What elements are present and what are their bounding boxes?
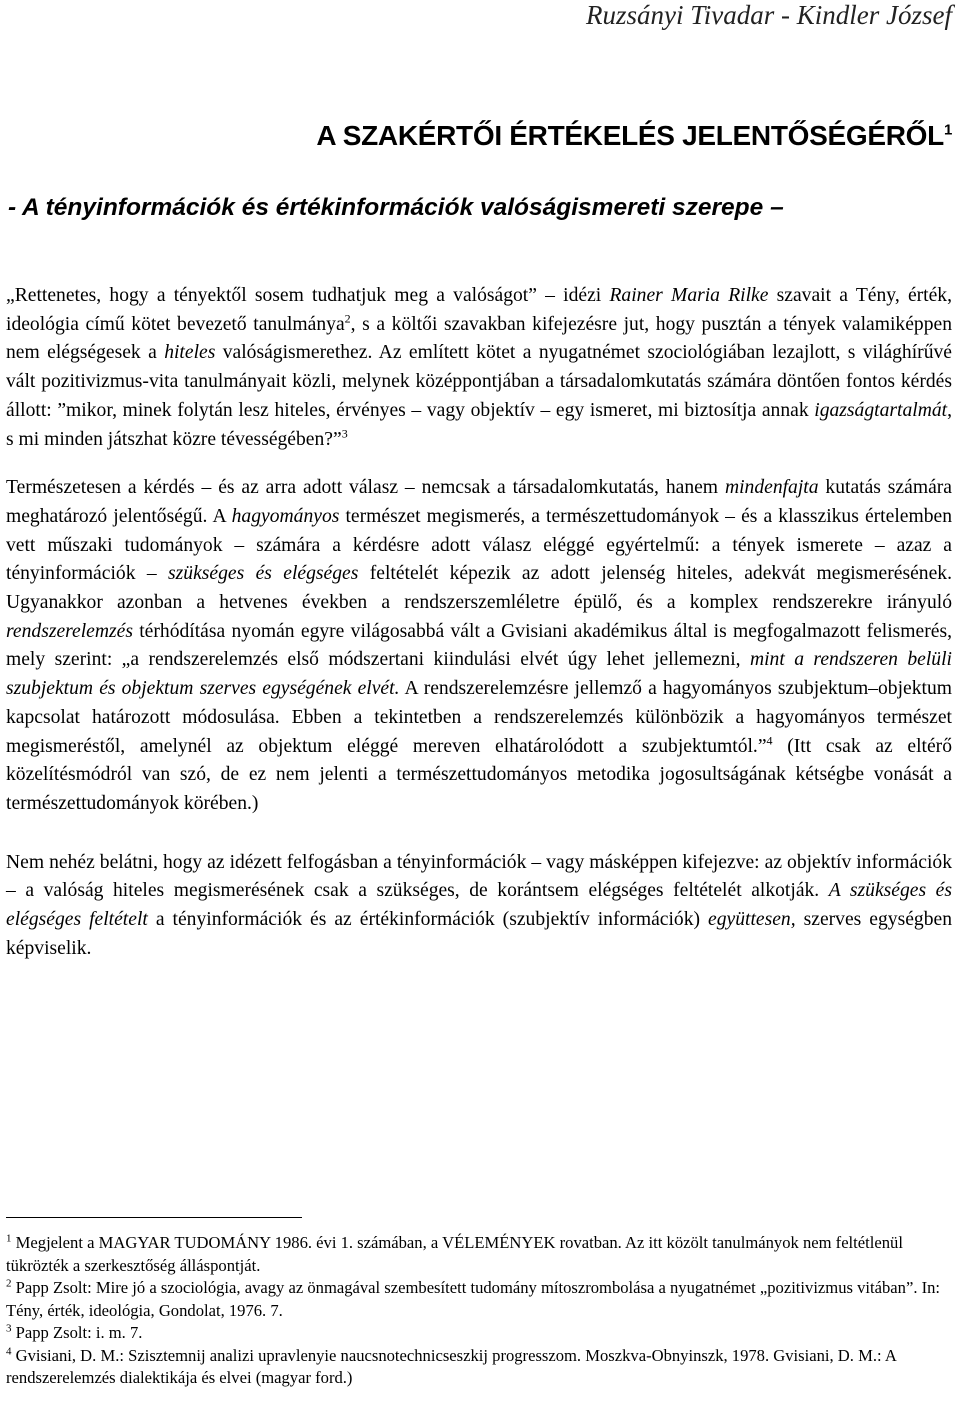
paragraph-3 — [6, 849, 952, 964]
text-run: , s mi minden játszhat közre tévességében?” — [6, 399, 952, 450]
footnotes — [6, 1232, 954, 1390]
footnote-1 — [6, 1232, 954, 1277]
text-run: kutatás számára meghatározó jelentőségű. A — [6, 477, 952, 527]
text-run: a tényinformációk és az értékinformációk (szubjektív információk) — [147, 909, 709, 931]
footnote-number: 2 — [6, 1277, 12, 1290]
text-run: térhódítása nyomán egyre világosabbá vált a Gvisiani akadémikus által is megfogalmazott felismerés, mely szerint: „a rendszerelemzés első módszertani kiindulási elvét úgy lehet jellemezni, — [6, 620, 952, 671]
footnote-ref-2: 2 — [344, 311, 351, 326]
text-run: feltételét képezik az adott jelenség hiteles, adekvát megismerésének. Ugyanakkor azonban a hetvenes években a rendszerszemléletre épülő, és a komplex rendszerekre irányuló — [6, 563, 952, 614]
footnote-number: 4 — [6, 1344, 12, 1357]
article-title-text: A SZAKÉRTŐI ÉRTÉKELÉS JELENTŐSÉGÉRŐL — [316, 120, 944, 151]
italic-run: igazságtartalmát — [814, 399, 948, 421]
footnote-separator — [6, 1217, 302, 1218]
paragraph-1 — [6, 282, 952, 454]
text-run: természet megismerés, a természettudományok – és a klasszikus értelemben vett műszaki tudományok – számára a kérdésre adott válasz eléggé egyértelmű: a tények ismerete – azaz a tényinformációk – — [6, 505, 952, 585]
footnote-text: Gvisiani, D. M.: Szisztemnij analizi upravlenyie naucsnotechnicseszkij progresszom. Moszkva-Obnyinszk, 1978. Gvisiani, D. M.: A rendszerelemzés dialektikája és elvei (magyar ford.) — [6, 1345, 896, 1387]
text-run: (Itt csak az eltérő közelítésmódról van szó, de ez nem jelenti a természettudományos metodika jogosultságának kétségbe vonását a természettudományok körében.) — [6, 735, 952, 814]
text-run: Nem nehéz belátni, hogy az idézett felfogásban a tényinformációk – vagy másképpen kifejezve: az objektív információk – a valóság hiteles megismerésének csak a szükséges, de korántsem elégséges feltételét alkotják. — [6, 851, 952, 902]
footnote-ref-4: 4 — [766, 733, 773, 748]
text-run: „Rettenetes, hogy a tényektől sosem tudhatjuk meg a valóságot” – idézi — [6, 285, 610, 306]
text-run: valóságismerethez. Az említett kötet a nyugatnémet szociológiában lezajlott, s világhírűvé vált pozitivizmus-vita tanulmányait közli, melynek középpontjában a társadalomkutatás számára döntően fontos kérdés állott: ”mikor, minek folytán lesz hiteles, érvényes – vagy objektív – egy ismeret, mi biztosítja annak — [6, 342, 952, 421]
italic-run: Rainer Maria Rilke — [609, 285, 769, 306]
article-body — [6, 282, 952, 963]
italic-run: szükséges és elégséges — [168, 563, 359, 585]
text-run: szerves egységben képviselik. — [6, 909, 952, 959]
text-run: szavait a Tény, érték, ideológia című kötet bevezető tanulmánya — [6, 285, 952, 335]
italic-run: rendszerelemzés — [6, 620, 133, 642]
footnote-text: Papp Zsolt: i. m. 7. — [15, 1323, 143, 1342]
footnote-number: 3 — [6, 1322, 12, 1335]
footnote-2 — [6, 1277, 954, 1322]
italic-run: hagyományos — [231, 505, 340, 527]
text-run: A rendszerelemzésre jellemző a hagyományos szubjektum–objektum kapcsolat határozott módosulása. Ebben a tekintetben a rendszerelemzés különbözik a hagyományos természet megismeréstől, amelynél az objektum eléggé mereven elhatárolódott a szubjektumtól.” — [6, 678, 952, 757]
italic-run: mint a rendszeren belüli szubjektum és objektum szerves egységének elvét. — [6, 649, 952, 700]
article-subtitle: - A tényinformációk és értékinformációk valóságismereti szerepe – — [8, 194, 784, 221]
running-header-authors: Ruzsányi Tivadar - Kindler József — [586, 0, 952, 30]
italic-run: mindenfajta — [724, 477, 819, 499]
article-title — [316, 120, 952, 152]
text-run: Természetesen a kérdés – és az arra adott válasz – nemcsak a társadalomkutatás, hanem — [6, 477, 725, 499]
paragraph-2 — [6, 474, 952, 818]
footnote-3 — [6, 1322, 954, 1345]
footnote-ref-1: 1 — [943, 121, 952, 139]
footnote-number: 1 — [6, 1232, 12, 1245]
footnote-text: Megjelent a MAGYAR TUDOMÁNY 1986. évi 1. számában, a VÉLEMÉNYEK rovatban. Az itt közölt tanulmányok nem feltétlenül tükrözték a szerkesztőség álláspontját. — [6, 1233, 903, 1275]
italic-run: A szükséges és elégséges feltételt — [6, 880, 952, 931]
footnote-4 — [6, 1345, 954, 1390]
italic-run: hiteles — [164, 342, 216, 364]
text-run: , s a költői szavakban kifejezésre jut, hogy pusztán a tények valamiképpen nem elégségesek a — [6, 313, 953, 364]
footnote-text: Papp Zsolt: Mire jó a szociológia, avagy az önmagával szembesített tudomány mítoszrombolása a nyugatnémet „pozitivizmus vitában”. In: Tény, érték, ideológia, Gondolat, 1976. 7. — [6, 1278, 941, 1320]
footnote-ref-3: 3 — [341, 425, 348, 440]
italic-run: együttesen, — [708, 909, 796, 931]
